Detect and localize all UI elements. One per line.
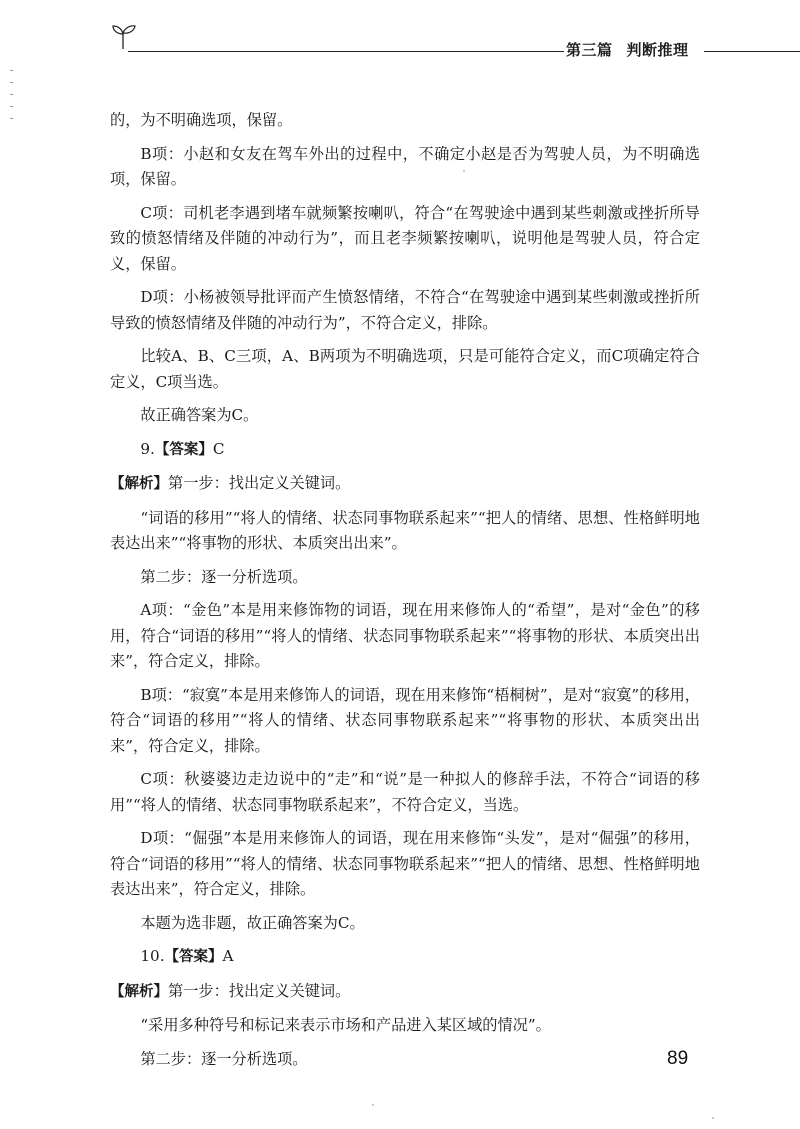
paragraph: D项：小杨被领导批评而产生愤怒情绪，不符合“在驾驶途中遇到某些刺激或挫折所导致的愤怒情绪及伴随的冲动行为”，不符合定义，排除。 xyxy=(110,288,700,332)
step-two: 第二步：逐一分析选项。 xyxy=(140,1049,308,1068)
question-number: 9. xyxy=(140,439,155,458)
step-two: 第二步：逐一分析选项。 xyxy=(140,567,308,586)
margin-marks xyxy=(10,70,14,130)
analysis-tag: 【解析】 xyxy=(110,476,168,492)
question-10-answer xyxy=(110,944,700,971)
option-d: D项：“倔强”本是用来修饰人的词语，现在用来修饰“头发”，是对“倔强”的移用，符合“词语的移用”“将人的情绪、状态同事物联系起来”“把人的情绪、思想、性格鲜明地表达出来”，符合定义，排除。 xyxy=(110,829,700,898)
answer-value: C xyxy=(212,439,225,458)
running-head xyxy=(566,39,702,60)
option-b: B项：“寂寞”本是用来修饰人的词语，现在用来修饰“梧桐树”，是对“寂寞”的移用，符合“词语的移用”“将人的情绪、状态同事物联系起来”“将事物的形状、本质突出出来”，符合定义，排除。 xyxy=(110,685,700,755)
paragraph: 故正确答案为C。 xyxy=(140,406,259,424)
paragraph: 的，为不明确选项，保留。 xyxy=(110,111,293,129)
answer-value: A xyxy=(222,947,234,965)
question-9-analysis xyxy=(110,471,700,498)
header-rule-right xyxy=(704,51,800,52)
paragraph: 比较A、B、C三项，A、B两项为不明确选项，只是可能符合定义，而C项确定符合定义，C项当选。 xyxy=(110,347,700,391)
definition-keywords: “采用多种符号和标记来表示市场和产品进入某区域的情况”。 xyxy=(140,1016,551,1034)
answer-tag: 【答案】 xyxy=(164,949,223,965)
analysis-tag: 【解析】 xyxy=(110,983,168,1000)
header-rule-left xyxy=(128,51,564,52)
conclusion: 本题为选非题，故正确答案为C。 xyxy=(140,913,365,932)
page-body xyxy=(110,108,700,1080)
page-number: 89 xyxy=(667,1048,689,1069)
option-a: A项：“金色”本是用来修饰物的词语，现在用来修饰人的“希望”，是对“金色”的移用，符合“词语的移用”“将人的情绪、状态同事物联系起来”“将事物的形状、本质突出出来”，符合定义，排除。 xyxy=(110,601,700,670)
page-header xyxy=(0,0,800,70)
definition-keywords: “词语的移用”“将人的情绪、状态同事物联系起来”“把人的情绪、思想、性格鲜明地表达出来”“将事物的形状、本质突出出来”。 xyxy=(110,508,700,552)
sprout-icon xyxy=(108,22,138,50)
paragraph: B项：小赵和女友在驾车外出的过程中，不确定小赵是否为驾驶人员，为不明确选项，保留。 xyxy=(110,144,700,188)
question-10-analysis xyxy=(110,979,700,1006)
step-one: 第一步：找出定义关键词。 xyxy=(168,474,351,492)
paragraph: C项：司机老李遇到堵车就频繁按喇叭，符合“在驾驶途中遇到某些刺激或挫折所导致的愤怒情绪及伴随的冲动行为”，而且老李频繁按喇叭，说明他是驾驶人员，符合定义，保留。 xyxy=(110,203,700,273)
section-label: 第三篇 xyxy=(566,41,613,59)
question-9-answer xyxy=(110,437,700,464)
step-one: 第一步：找出定义关键词。 xyxy=(168,981,351,1000)
section-title: 判断推理 xyxy=(626,41,689,59)
option-c: C项：秋婆婆边走边说中的“走”和“说”是一种拟人的修辞手法，不符合“词语的移用”“将人的情绪、状态同事物联系起来”，不符合定义，当选。 xyxy=(110,770,700,814)
question-number: 10. xyxy=(140,947,165,965)
answer-tag: 【答案】 xyxy=(154,441,213,458)
